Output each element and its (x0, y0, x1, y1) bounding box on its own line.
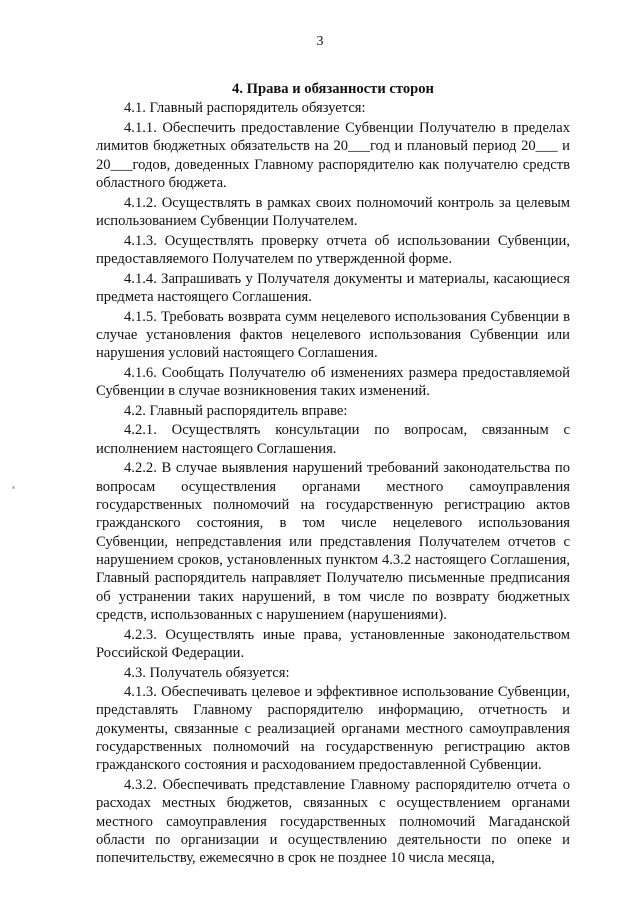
paragraph-4-1-5: 4.1.5. Требовать возврата сумм нецелевого использования Субвенции в случае установления фактов нецелевого использования Субвенции или нарушения условий настоящего Соглашения. (96, 308, 570, 362)
paragraph-4-1-2: 4.1.2. Осуществлять в рамках своих полномочий контроль за целевым использованием Субвенции Получателем. (96, 194, 570, 229)
paragraph-4-2-3: 4.2.3. Осуществлять иные права, установленные законодательством Российской Федерации. (96, 626, 570, 661)
document-body (96, 80, 570, 868)
page-number: 3 (316, 34, 324, 49)
margin-mark (12, 486, 15, 489)
paragraph-4-2: 4.2. Главный распорядитель вправе: (124, 402, 348, 419)
paragraph-4-1-4: 4.1.4. Запрашивать у Получателя документы и материалы, касающиеся предмета настоящего Соглашения. (96, 270, 570, 305)
paragraph-4-1: 4.1. Главный распорядитель обязуется: (124, 100, 366, 117)
paragraph-4-3-2: 4.3.2. Обеспечивать представление Главному распорядителю отчета о расходах местных бюджетов, связанных с осуществлением органами местного самоуправления государственных полномочий Магаданской области по организации и осуществлению деятельности по опеке и попечительству, ежемесячно в срок не позднее 10 числа месяца, (96, 777, 570, 867)
paragraph-4-3-1: 4.1.3. Обеспечивать целевое и эффективное использование Субвенции, представлять Главному распорядителю информацию, отчетность и документы, связанные с реализацией органами местного самоуправления государственных полномочий на государственную регистрацию актов гражданского состояния и расходованием предоставленной Субвенции. (96, 684, 570, 774)
paragraph-4-1-1: 4.1.1. Обеспечить предоставление Субвенции Получателю в пределах лимитов бюджетных обязательств на 20___год и плановый период 20___ и 20___годов, доведенных Главному распорядителю как получателю средств областного бюджета. (96, 119, 570, 191)
paragraph-4-2-1: 4.2.1. Осуществлять консультации по вопросам, связанным с исполнением настоящего Соглашения. (96, 422, 570, 457)
paragraph-4-1-6: 4.1.6. Сообщать Получателю об изменениях размера предоставляемой Субвенции в случае возникновения таких изменений. (96, 364, 570, 400)
section-title: 4. Права и обязанности сторон (232, 81, 434, 97)
paragraph-4-2-2: 4.2.2. В случае выявления нарушений требований законодательства по вопросам осуществления органами местного самоуправления государственных полномочий на государственную регистрацию актов гражданского состояния, в том числе нецелевого использования Субвенции, непредставления или представления Получателем отчетов с нарушением сроков, установленных пунктом 4.3.2 настоящего Соглашения, Главный распорядитель направляет Получателю письменные предписания об устранении таких нарушений, в том числе по возврату бюджетных средств, использованных с нарушением (нарушениями). (96, 460, 570, 623)
paragraph-4-3: 4.3. Получатель обязуется: (124, 664, 290, 681)
paragraph-4-1-3: 4.1.3. Осуществлять проверку отчета об использовании Субвенции, предоставляемого Получателем по утвержденной форме. (96, 232, 570, 267)
